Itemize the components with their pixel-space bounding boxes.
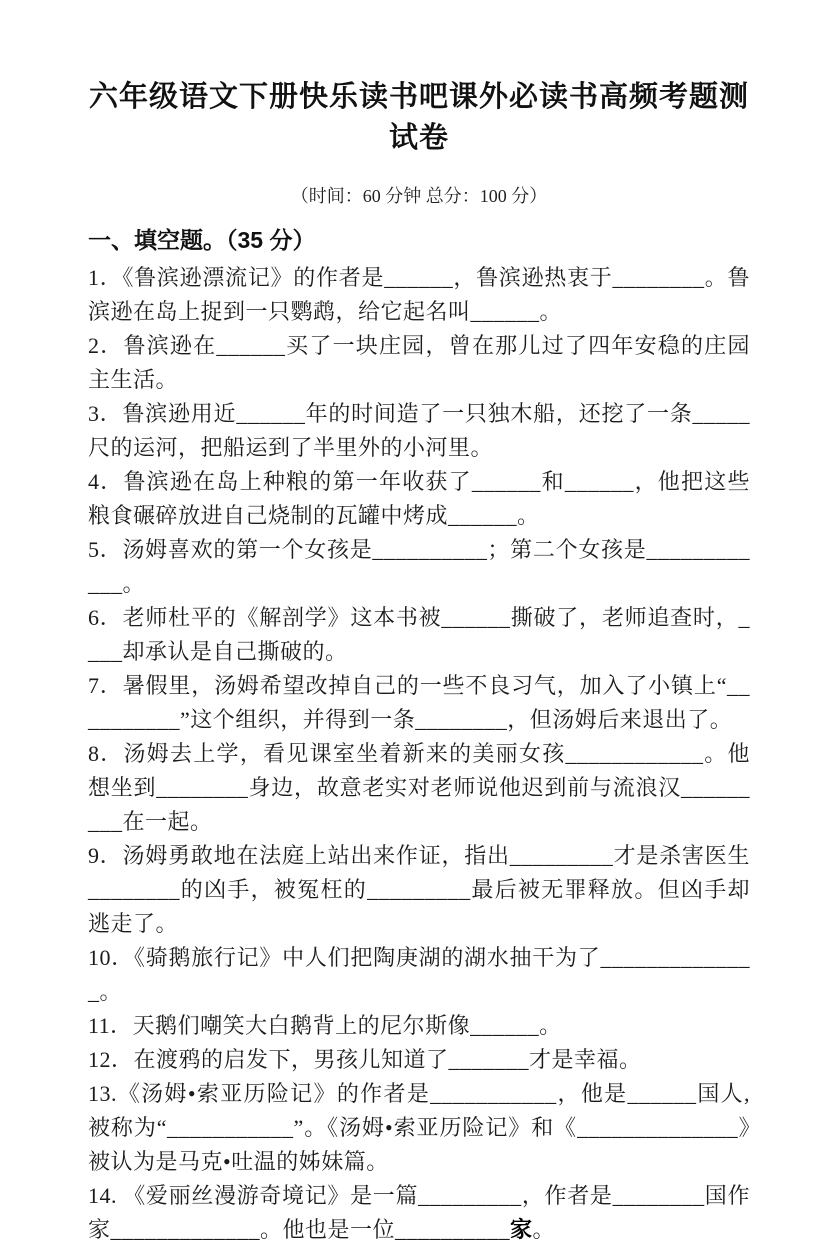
question-11: 11．天鹅们嘲笑大白鹅背上的尼尔斯像______。: [88, 1013, 562, 1038]
question-6: 6．老师杜平的《解剖学》这本书被______撕破了，老师追查时，____却承认是自己撕破的。: [88, 605, 750, 664]
question-12: 12．在渡鸦的启发下，男孩儿知道了_______才是幸福。: [88, 1047, 642, 1072]
question-14-text: 14. 《爱丽丝漫游奇境记》是一篇_________，作者是________国作家_____________。他也是一位__________: [88, 1183, 750, 1242]
question-2: 2．鲁滨逊在______买了一块庄园，曾在那儿过了四年安稳的庄园主生活。: [88, 333, 750, 392]
question-9: 9．汤姆勇敢地在法庭上站出来作证，指出_________才是杀害医生________的凶手，被冤枉的_________最后被无罪释放。但凶手却逃走了。: [88, 843, 750, 936]
question-8: 8．汤姆去上学，看见课室坐着新来的美丽女孩____________。他想坐到________身边，故意老实对老师说他迟到前与流浪汉_________在一起。: [88, 741, 750, 834]
time-score-subtitle: （时间：60 分钟 总分：100 分）: [290, 186, 548, 206]
question-14: [88, 1179, 750, 1247]
page-title: 六年级语文下册快乐读书吧课外必读书高频考题测试卷: [88, 81, 749, 154]
question-10: 10．《骑鹅旅行记》中人们把陶庚湖的湖水抽干为了______________。: [88, 945, 750, 1004]
question-4: 4．鲁滨逊在岛上种粮的第一年收获了______和______，他把这些粮食碾碎放进自己烧制的瓦罐中烤成______。: [88, 469, 750, 528]
question-7: 7．暑假里，汤姆希望改掉自己的一些不良习气，加入了小镇上“__________”这个组织，并得到一条________，但汤姆后来退出了。: [88, 673, 750, 732]
question-3: 3．鲁滨逊用近______年的时间造了一只独木船，还挖了一条_____尺的运河，把船运到了半里外的小河里。: [88, 401, 750, 460]
question-1: 1．《鲁滨逊漂流记》的作者是______，鲁滨逊热衷于________。鲁滨逊在岛上捉到一只鹦鹉，给它起名叫______。: [88, 265, 750, 324]
section-heading-fill-in-blanks: 一、填空题。（35 分）: [88, 227, 316, 253]
question-14-bold-char: 家: [510, 1217, 533, 1242]
question-14-end: 。: [532, 1217, 556, 1242]
question-list: [88, 261, 750, 1247]
question-13: 13.《汤姆•索亚历险记》的作者是___________，他是______国人,被称为“___________”。《汤姆•索亚历险记》和《______________》被认为是马克•吐温的姊妹篇。: [88, 1081, 750, 1174]
question-5: 5．汤姆喜欢的第一个女孩是__________；第二个女孩是____________。: [88, 537, 750, 596]
